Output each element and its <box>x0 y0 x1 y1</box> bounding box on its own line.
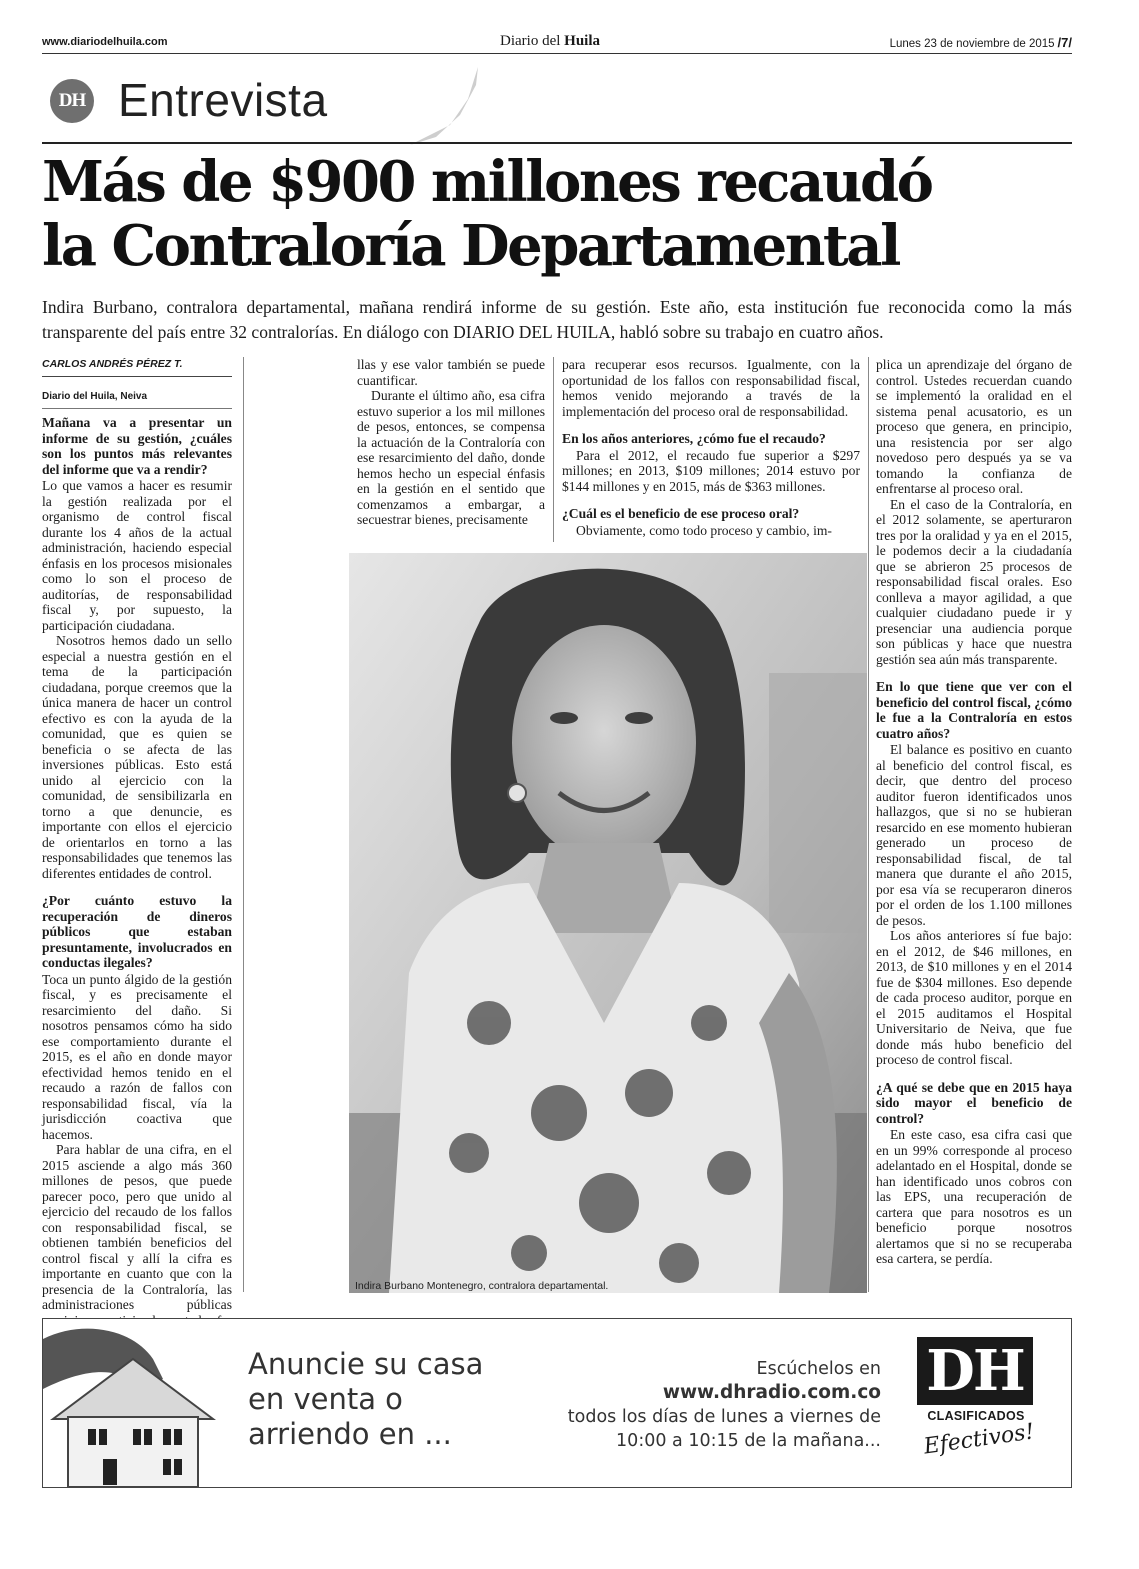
dateline <box>890 35 1072 50</box>
headline <box>42 150 1072 278</box>
classified-ad[interactable] <box>42 1318 1072 1488</box>
question-4: ¿Cuál es el beneficio de ese proceso oral? <box>562 506 800 521</box>
question-6: ¿A qué se debe que en 2015 haya sido mayor el beneficio de control? <box>876 1079 1072 1126</box>
ad-days: todos los días de lunes a viernes de <box>567 1407 881 1427</box>
answer-paragraph: En el caso de la Contraloría, en el 2012 solamente, se aperturaron tres por la oralidad y ya en el 2015, le podemos decir a la ciudadanía que se abrieron 25 procesos de responsabilidad fiscal orales. Eso conlleva a mayor agilidad, a que cualquier ciudadano puede ir y presenciar una audiencia porque son públicas y hace que nuestra gestión sea aún más transparente. <box>876 496 1072 667</box>
efectivos-tagline: Efectivos! <box>922 1419 1036 1460</box>
answer-paragraph: Para hablar de una cifra, en el 2015 asciende a algo más 360 millones de pesos, que puede parecer poco, pero que unido al ejercicio del recaudo de los fallos con responsabilidad fiscal, se obtienen también beneficios del control fiscal y allí la cifra es importante en cuanto que con la presencia de la Contraloría, las administraciones públicas <box>42 1142 232 1312</box>
answer-paragraph: En este caso, esa cifra casi que en un 99% corresponde al proceso adelantado en el Hospital, donde se han identificado unos cobros con las EPS, una recuperación de cartera que para nosotros es un beneficio porque nosotros alertamos que si no se recuperaba esa cartera, se perdía. <box>876 1127 1072 1266</box>
column-2 <box>357 357 545 528</box>
answer-paragraph: Los años anteriores sí fue bajo: en el 2012, de $46 millones, en 2013, de $10 millones y en el 2014 fue de $304 millones. Eso depende de cada proceso auditor, porque en el 2015 auditamos el Hospital Universitario de Neiva, que fue donde más hubo beneficio del proceso de control fiscal. <box>876 928 1072 1067</box>
decorative-slash-icon <box>390 65 480 145</box>
dh-logo-mark: DH <box>917 1337 1033 1405</box>
headline-line-1: Más de $900 millones recaudó <box>42 149 932 215</box>
section-rule <box>42 142 1072 144</box>
dh-clasificados-logo <box>909 1337 1049 1472</box>
ad-url-link[interactable]: www.dhradio.com.co <box>662 1382 881 1403</box>
page-header <box>42 33 1072 54</box>
photo-caption: Indira Burbano Montenegro, contralora departamental. <box>355 1280 609 1292</box>
lede: Indira Burbano, contralora departamental, mañana rendirá informe de su gestión. Este año, esta institución fue reconocida como la más transparente del país entre 32 contralorías. En diálogo con DIARIO DEL HUILA, habló sobre su trabajo en cuatro años. <box>42 297 1072 342</box>
ad-line: en venta o <box>248 1382 403 1416</box>
answer-paragraph: El balance es positivo en cuanto al beneficio del control fiscal, es decir, que dentro del proceso auditor fueron identificados unos hallazgos, que si no se hubieran resarcido en ese momento hubieran generado un proceso de responsabilidad fiscal, de tal manera que durante el año 2015, por esa vía se recuperaron dineros por el orden de los 1.100 millones de pesos. <box>876 742 1072 928</box>
ad-line: Anuncie su casa <box>248 1347 484 1381</box>
section-header <box>50 73 470 129</box>
source-line: Diario del Huila, Neiva <box>42 389 232 410</box>
answer-paragraph: Durante el último año, esa cifra estuvo superior a los mil millones de pesos, entonces, se compensa la actuación de la Contraloría con ese resarcimiento del daño, donde hemos hecho un especial énfasis en la gestión en el sentido que comenzamos a embargar, a secuestrar bienes, precisamente <box>357 388 545 527</box>
ad-line: arriendo en ... <box>248 1417 452 1451</box>
ad-time: 10:00 a 10:15 de la mañana... <box>616 1431 881 1451</box>
section-title: Entrevista <box>118 74 328 126</box>
portrait-illustration-icon <box>349 553 867 1293</box>
house-hand-icon <box>43 1319 283 1487</box>
column-3 <box>562 357 860 538</box>
answer-paragraph: Toca un punto álgido de la gestión fiscal, y es precisamente el resarcimiento del daño. Si nosotros pensamos cómo ha sido ese comportamiento durante el 2015, es el año en donde mayor efectividad hemos tenido en el recaudo a razón de fallos con responsabilidad fiscal, vía la jurisdicción coactiva que hacemos. <box>42 971 232 1142</box>
question-5: En lo que tiene que ver con el beneficio del control fiscal, ¿cómo le fue a la Contraloría en estos cuatro años? <box>876 679 1072 741</box>
question-3: En los años anteriores, ¿cómo fue el recaudo? <box>562 431 826 446</box>
column-divider <box>553 357 554 542</box>
portrait-photo <box>349 553 867 1293</box>
headline-line-2: la Contraloría Departamental <box>42 213 899 279</box>
site-url[interactable]: www.diariodelhuila.com <box>42 36 168 48</box>
ad-radio-info <box>568 1357 881 1453</box>
question-1: Mañana va a presentar un informe de su gestión, ¿cuáles son los puntos más relevantes del informe que va a rendir? <box>42 415 232 477</box>
answer-paragraph: plica un aprendizaje del órgano de control. Ustedes recuerdan cuando se implementó la oralidad en el sistema penal acusatorio, es un proceso que genera, en principio, una resistencia por ser algo novedoso pero después ya se va tomando la confianza de enfrentarse al proceso oral. <box>876 357 1072 496</box>
ad-listen: Escúchelos en <box>756 1359 881 1379</box>
answer-paragraph: Obviamente, como todo proceso y cambio, im- <box>576 522 832 538</box>
answer-paragraph: para recuperar esos recursos. Igualmente, con la oportunidad de los fallos con responsabilidad fiscal, hemos venido mejorando a través de la implementación del proceso oral de responsabilidad. <box>562 357 860 419</box>
page-number: /7/ <box>1057 35 1072 50</box>
masthead-prefix: Diario del <box>500 33 565 49</box>
byline: CARLOS ANDRÉS PÉREZ T. <box>42 357 232 377</box>
ad-headline <box>248 1347 483 1452</box>
issue-date: Lunes 23 de noviembre de 2015 <box>889 38 1055 50</box>
masthead-name: Huila <box>564 33 601 49</box>
masthead <box>500 33 600 50</box>
answer-paragraph: Nosotros hemos dado un sello especial a nuestra gestión en el tema de la participación ciudadana, porque creemos que la única manera de hacer un control efectivo es con la ayuda de la comunidad, que es quien se beneficia o se afecta de las inversiones públicas. Esto está unido al ejercicio con la comunidad, de sensibilizarla en torno a que denuncie, es importante con ellos el ejercicio de orientarlos en torno a las responsabilidades que tenemos las diferentes entidades de control. <box>42 633 232 881</box>
answer-paragraph: Lo que vamos a hacer es resumir la gestión realizada por el organismo de control fiscal durante los 4 años de la actual administración, haciendo especial énfasis en los procesos misionales como lo son el proceso de auditorías, de responsabilidad fiscal y, por supuesto, la participación ciudadana. <box>42 478 232 633</box>
clasificados-label: CLASIFICADOS <box>927 1409 1025 1423</box>
column-1 <box>42 357 232 1328</box>
column-4 <box>876 357 1072 1267</box>
answer-paragraph: llas y ese valor también se puede cuantificar. <box>357 357 545 388</box>
column-divider <box>243 357 244 1292</box>
dh-logo-badge: DH <box>50 79 94 123</box>
answer-paragraph: Para el 2012, el recaudo fue superior a $297 millones; en 2013, $109 millones; 2014 estuvo por $144 millones y en 2015, más de $363 millones. <box>562 447 860 494</box>
column-divider <box>868 357 869 1292</box>
question-2: ¿Por cuánto estuvo la recuperación de dineros públicos que estaban presuntamente, involucrados en conductas ilegales? <box>42 893 232 970</box>
